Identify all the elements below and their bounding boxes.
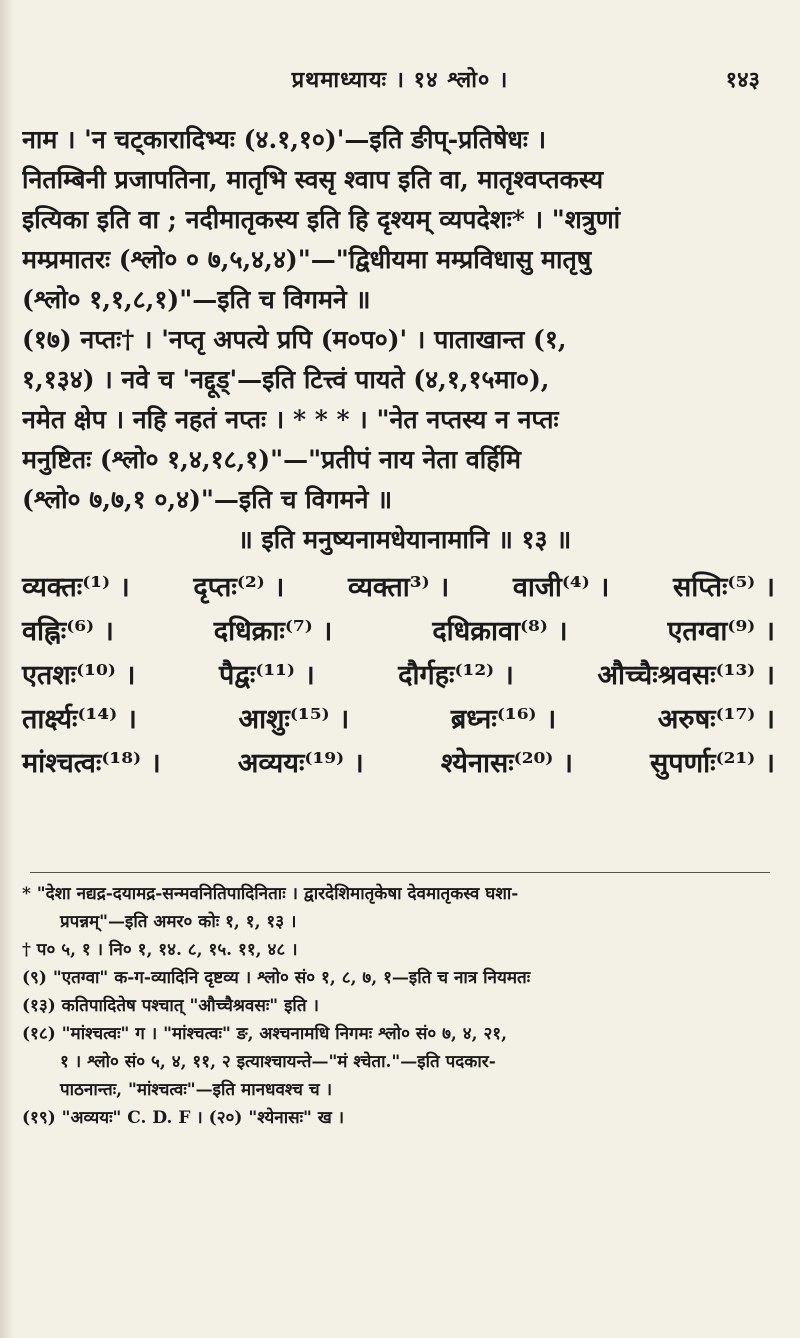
list-item: वाजी⁽⁴⁾ । xyxy=(512,572,610,603)
footnote-line: (१९) "अव्ययः" C. D. F । (२०) "श्येनासः" ख । xyxy=(22,1108,345,1128)
footnote-line: * "देशा नद्यद्र-दयामद्र-सन्मवनितिपादिनिताः । द्वारदेशिमातृकेषा देवमातृकस्व घशा- xyxy=(22,884,519,904)
list-item: मांश्चत्वः⁽¹⁸⁾ । xyxy=(22,748,161,779)
list-item: एतग्वा⁽⁹⁾ । xyxy=(667,616,775,647)
text-line: मम्प्रमातरः (श्लो० ० ७,५,४,४)"—"द्विधीयमा मम्प्रविधासु मातृषु xyxy=(22,245,592,274)
footnote-divider xyxy=(30,872,770,873)
list-item: दधिक्राः⁽⁷⁾ । xyxy=(213,616,333,647)
list-item: अरुषः⁽¹⁷⁾ । xyxy=(657,704,775,735)
section-title: ॥ इति मनुष्यनामधेयानामानि ॥ १३ ॥ xyxy=(237,525,572,554)
text-line: मनुष्टितः (श्लो० १,४,१८,१)"—"प्रतीपं नाय नेता वर्हिमि xyxy=(22,445,521,474)
list-item: ब्रध्नः⁽¹⁶⁾ । xyxy=(450,704,557,735)
list-item: वह्निः⁽⁶⁾ । xyxy=(22,616,114,647)
name-list-row xyxy=(22,610,787,654)
list-item: दौर्गहः⁽¹²⁾ । xyxy=(398,660,514,691)
list-item: व्यक्ता³⁾ । xyxy=(348,572,450,603)
list-item: पैद्वः⁽¹¹⁾ । xyxy=(219,660,315,691)
footnote-line: (१३) कतिपादितेष पश्चात् "औच्चैश्रवसः" इति । xyxy=(22,996,319,1016)
text-line: नाम । 'न चट्कारादिभ्यः (४.१,१०)'—इति ङीप्-प्रतिषेधः । xyxy=(22,125,547,154)
text-line: (श्लो० १,१,८,१)"—इति च विगमने ॥ xyxy=(22,285,371,314)
list-item: श्येनासः⁽²⁰⁾ । xyxy=(440,748,574,779)
footnote-line: प्रपन्नम्"—इति अमर० कोः १, १, १३ । xyxy=(60,912,297,932)
text-line: इत्यिका इति वा ; नदीमातृकस्य इति हि दृश्यम् व्यपदेशः* । "शत्रुणां xyxy=(22,205,621,234)
text-line: नमेत क्षेप । नहि नहतं नप्तः । * * * । "नेत नप्तस्य न नप्तः xyxy=(22,405,559,434)
text-line: १,१३४) । नवे च 'नद्दूड्'—इति टित्त्वं पायते (४,१,१५मा०), xyxy=(22,365,550,394)
running-head: प्रथमाध्यायः । १४ श्लो० । xyxy=(291,67,509,93)
text-line: (श्लो० ७,७,१ ०,४)"—इति च विगमने ॥ xyxy=(22,485,393,514)
footnote-line: (९) "एतग्वा" क-ग-व्यादिनि दृष्टव्य । श्लो० सं० १, ८, ७, १—इति च नात्र नियमतः xyxy=(22,968,531,988)
name-list-row xyxy=(22,654,787,698)
list-item: सुपर्णाः⁽²¹⁾ । xyxy=(650,748,775,779)
page-number: १४३ xyxy=(725,67,760,93)
page-header xyxy=(40,64,760,104)
name-list-row xyxy=(22,698,787,742)
list-item: एतशः⁽¹⁰⁾ । xyxy=(22,660,136,691)
footnote-line: १ । श्लो० सं० ५, ४, ११, २ इत्याश्चायन्ते—"मं श्चेता."—इति पदकार- xyxy=(60,1052,496,1072)
list-item: व्यक्तः⁽¹⁾ । xyxy=(22,572,130,603)
main-text xyxy=(22,120,787,786)
list-item: दधिक्रावा⁽⁸⁾ । xyxy=(432,616,568,647)
name-list xyxy=(22,566,787,786)
list-item: तार्क्ष्यः⁽¹⁴⁾ । xyxy=(22,704,137,735)
footnote-line: (१८) "मांश्चत्वः" ग । "मांश्चत्वः" ङ, अश्चनामधि निगमः श्लो० सं० ७, ४, २१, xyxy=(22,1024,508,1044)
text-line: नितम्बिनी प्रजापतिना, मातृभि स्वसृ श्वाप इति वा, मातृश्वप्तकस्य xyxy=(22,165,604,194)
text-line: (१७) नप्तः† । 'नप्तृ अपत्ये प्रपि (म०प०)' । पाताखान्त (१, xyxy=(22,325,567,354)
footnote-line: पाठनान्तः, "मांश्चत्वः"—इति मानधवश्च च । xyxy=(60,1080,333,1100)
list-item: अव्ययः⁽¹⁹⁾ । xyxy=(237,748,364,779)
list-item: औच्चैःश्रवसः⁽¹³⁾ । xyxy=(597,660,775,691)
list-item: आशुः⁽¹⁵⁾ । xyxy=(238,704,350,735)
name-list-row xyxy=(22,742,787,786)
binding-gutter xyxy=(0,0,14,1338)
footnotes xyxy=(22,880,782,1132)
name-list-row xyxy=(22,566,787,610)
footnote-line: † प० ५, १ । नि० १, १४. ८, १५. ११, ४८ । xyxy=(22,940,298,960)
list-item: दृप्तः⁽²⁾ । xyxy=(193,572,285,603)
list-item: सप्तिः⁽⁵⁾ । xyxy=(673,572,775,603)
